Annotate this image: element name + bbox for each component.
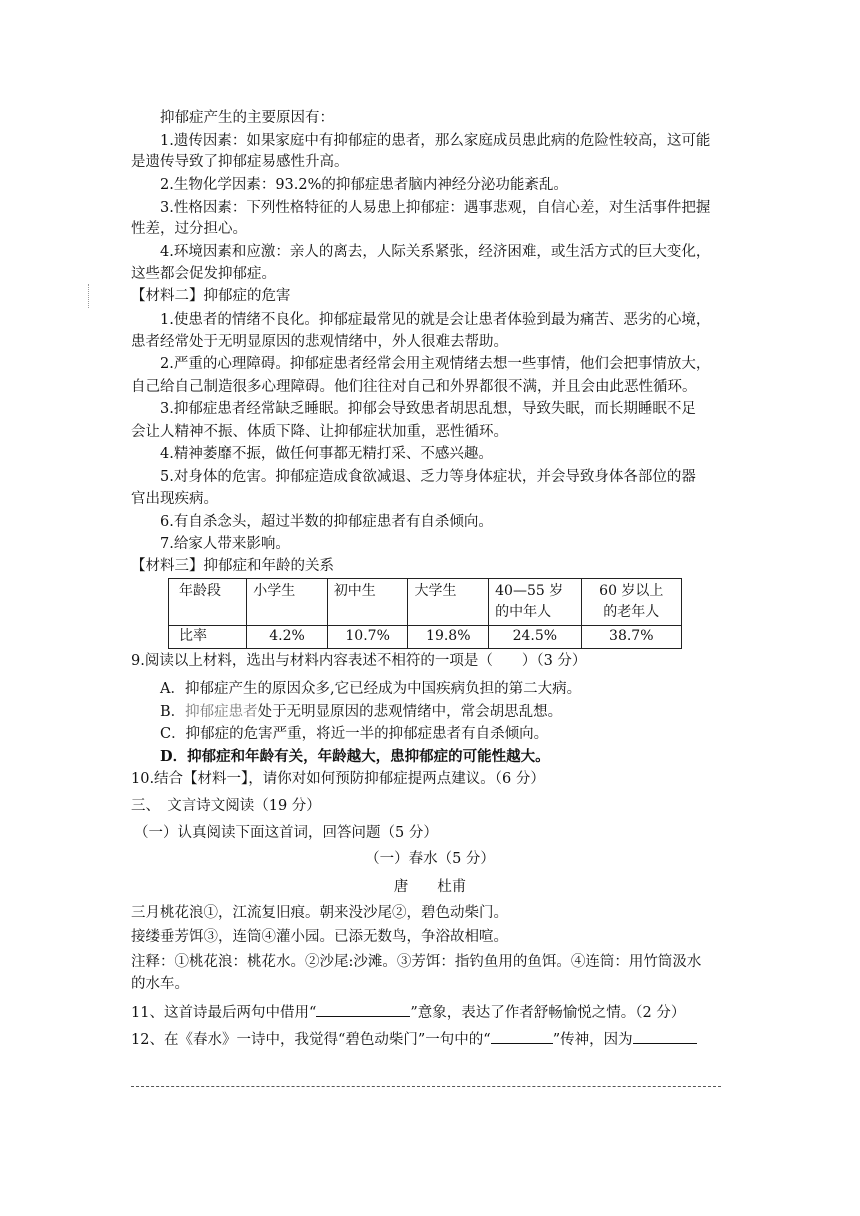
header-text: 40—55 岁 <box>495 583 564 599</box>
poem-line-2: 接缕垂芳饵③，连筒④灌小园。已添无数鸟，争浴故相喧。 <box>131 929 508 945</box>
harm-3-line-2: 会让人精神不振、体质下降、让抑郁症状加重，恶性循环。 <box>131 424 508 440</box>
table-row <box>169 626 682 649</box>
cause-1-line-2: 是遗传导致了抑郁症易感性升高。 <box>131 154 349 170</box>
table-header-cell <box>247 579 328 626</box>
header-text: 大学生 <box>414 583 457 599</box>
harm-2-line-2: 自己给自己制造很多心理障碍。他们往往对自己和外界都很不满，并且会由此恶性循环。 <box>131 379 697 395</box>
harm-5-line-1: 5.对身体的危害。抑郁症造成食欲减退、乏力等身体症状，并会导致身体各部位的器 <box>160 469 696 485</box>
q9-option-b <box>160 701 562 723</box>
q9-option-d: D．抑郁症和年龄有关，年龄越大，患抑郁症的可能性越大。 <box>160 748 550 765</box>
header-text: 年龄段 <box>179 583 221 599</box>
option-b-text: 处于无明显原因的悲观情绪中，常会胡思乱想。 <box>257 704 563 720</box>
intro-line: 抑郁症产生的主要原因有： <box>160 110 334 126</box>
question-10: 10.结合【材料一】，请你对如何预防抑郁症提两点建议。（6 分） <box>131 771 545 787</box>
option-b-muted-text: 抑郁症患者 <box>185 704 258 720</box>
section-3-heading: 三、 文言诗文阅读（19 分） <box>131 798 321 814</box>
harm-4: 4.精神萎靡不振，做任何事都无精打采、不感兴趣。 <box>160 446 493 462</box>
table-cell: 比率 <box>169 626 247 649</box>
notes-line-1: 注释：①桃花浪：桃花水。②沙尾:沙滩。③芳饵：指钓鱼用的鱼饵。④连筒：用竹筒汲水 <box>131 954 702 970</box>
q12-prefix: 12、在《春水》一诗中，我觉得“碧色动柴门”一句中的“ <box>131 1032 491 1048</box>
table-cell: 19.8% <box>408 626 489 649</box>
cause-3-line-1: 3.性格因素：下列性格特征的人易患上抑郁症：遇事悲观，自信心差，对生活事件把握 <box>160 200 711 216</box>
header-text: 小学生 <box>253 583 296 599</box>
header-text: 60 岁以上 <box>599 583 664 599</box>
cause-4-line-2: 这些都会促发抑郁症。 <box>131 266 276 282</box>
header-text-line-2: 的中年人 <box>495 604 552 620</box>
part-1-heading: （一）认真阅读下面这首词，回答问题（5 分） <box>134 825 438 841</box>
notes-line-2: 的水车。 <box>131 976 189 992</box>
table-header-cell <box>489 579 581 626</box>
harm-5-line-2: 官出现疾病。 <box>131 491 218 507</box>
harm-2-line-1: 2.严重的心理障碍。抑郁症患者经常会用主观情绪去想一些事情，他们会把事情放大， <box>160 356 711 372</box>
q11-prefix: 11、这首诗最后两句中借用“ <box>131 1005 317 1021</box>
age-ratio-table <box>168 578 682 649</box>
harm-7: 7.给家人带来影响。 <box>160 536 290 552</box>
header-text-line-2: 的老年人 <box>603 604 660 620</box>
table-header-row <box>169 579 682 626</box>
question-11 <box>131 1002 685 1024</box>
poem-title: （一）春水（5 分） <box>365 851 495 867</box>
harm-3-line-1: 3.抑郁症患者经常缺乏睡眠。抑郁会导致患者胡思乱想，导致失眠，而长期睡眠不足 <box>160 401 696 417</box>
material-3-title: 【材料三】抑郁症和年龄的关系 <box>131 558 334 574</box>
q12-answer-blank-1[interactable] <box>491 1029 553 1044</box>
margin-marker <box>88 284 91 308</box>
page-divider <box>131 1086 721 1087</box>
q12-answer-blank-2[interactable] <box>633 1029 697 1044</box>
poem-line-1: 三月桃花浪①，江流复旧痕。朝来没沙尾②，碧色动柴门。 <box>131 905 508 921</box>
table-cell: 4.2% <box>247 626 328 649</box>
q11-answer-blank[interactable] <box>316 1002 410 1017</box>
cause-1-line-1: 1.遗传因素：如果家庭中有抑郁症的患者，那么家庭成员患此病的危险性较高，这可能 <box>160 133 711 149</box>
question-12 <box>131 1029 697 1051</box>
q9-option-c: C．抑郁症的危害严重，将近一半的抑郁症患者有自杀倾向。 <box>160 726 549 742</box>
table-header-cell <box>408 579 489 626</box>
table-header-cell <box>327 579 408 626</box>
poem-author: 唐 杜甫 <box>393 879 467 895</box>
q12-middle: ”传神，因为 <box>552 1032 633 1048</box>
table-header-cell <box>169 579 247 626</box>
table-header-cell <box>581 579 681 626</box>
question-9: 9.阅读以上材料，选出与材料内容表述不相符的一项是（ ）（3 分） <box>131 653 587 669</box>
q11-suffix: ”意象，表达了作者舒畅愉悦之情。（2 分） <box>410 1005 686 1021</box>
table-cell: 24.5% <box>489 626 581 649</box>
header-text: 初中生 <box>333 583 376 599</box>
table-cell: 10.7% <box>327 626 408 649</box>
option-b-prefix: B． <box>160 704 186 720</box>
cause-3-line-2: 性差，过分担心。 <box>131 221 247 237</box>
harm-1-line-2: 患者经常处于无明显原因的悲观情绪中，外人很难去帮助。 <box>131 334 508 350</box>
table-cell: 38.7% <box>581 626 681 649</box>
cause-4-line-1: 4.环境因素和应激：亲人的离去，人际关系紧张，经济困难，或生活方式的巨大变化， <box>160 244 711 260</box>
harm-1-line-1: 1.使患者的情绪不良化。抑郁症最常见的就是会让患者体验到最为痛苦、恶劣的心境， <box>160 312 711 328</box>
cause-2: 2.生物化学因素：93.2%的抑郁症患者脑内神经分泌功能紊乱。 <box>160 177 568 193</box>
material-2-title: 【材料二】抑郁症的危害 <box>131 288 291 304</box>
q9-option-a: A．抑郁症产生的原因众多,它已经成为中国疾病负担的第二大病。 <box>160 681 582 697</box>
harm-6: 6.有自杀念头，超过半数的抑郁症患者有自杀倾向。 <box>160 514 493 530</box>
